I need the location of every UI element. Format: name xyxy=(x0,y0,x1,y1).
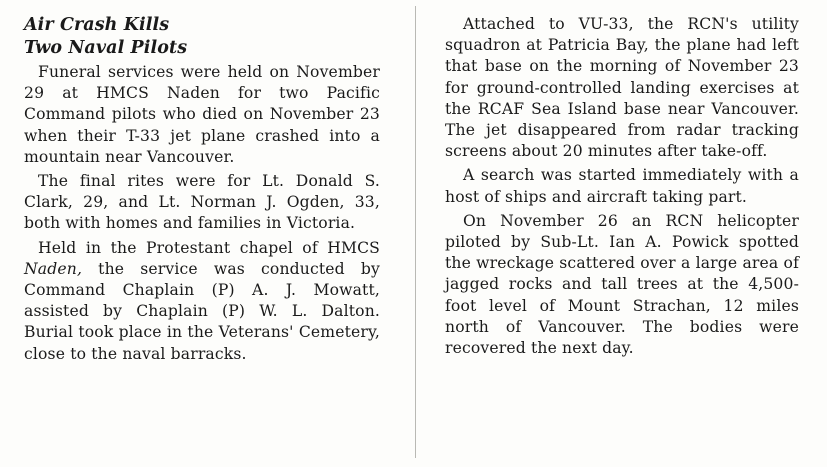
column-divider xyxy=(415,6,416,458)
headline-line-1: Air Crash Kills xyxy=(24,15,170,35)
headline-line-2: Two Naval Pilots xyxy=(24,38,188,58)
paragraph-chapel-service xyxy=(24,238,380,365)
paragraph-squadron: Attached to VU-33, the RCN's utility squadron at Patricia Bay, the plane had left that base on the morning of November 23 for ground-controlled landing exercises at the RCAF Sea Island base near Vancouver. The jet disappeared from radar tracking screens about 20 minutes after take-off. xyxy=(445,15,799,161)
chapel-text-before: Held in the Protestant chapel of HMCS xyxy=(38,238,380,257)
ship-name-naden: Naden, xyxy=(24,259,83,278)
right-column xyxy=(445,14,799,362)
paragraph-final-rites: The final rites were for Lt. Donald S. Clark, 29, and Lt. Norman J. Ogden, 33, both with homes and families in Victoria. xyxy=(24,172,380,233)
paragraph-search: A search was started immediately with a host of ships and aircraft taking part. xyxy=(445,166,799,206)
left-column xyxy=(24,14,380,368)
paragraph-wreckage-found: On November 26 an RCN helicopter piloted by Sub-Lt. Ian A. Powick spotted the wreckage scattered over a large area of jagged rocks and tall trees at the 4,500-foot level of Mount Strachan, 12 miles north of Vancouver. The bodies were recovered the next day. xyxy=(445,211,799,358)
article-headline xyxy=(24,14,380,60)
chapel-text-after: the service was conducted by Command Chaplain (P) A. J. Mowatt, assisted by Chaplain (P) W. L. Dalton. Burial took place in the Veterans' Cemetery, close to the naval barracks. xyxy=(24,259,380,363)
paragraph-funeral-services: Funeral services were held on November 29 at HMCS Naden for two Pacific Command pilots who died on November 23 when their T-33 jet plane crashed into a mountain near Vancouver. xyxy=(24,63,380,166)
